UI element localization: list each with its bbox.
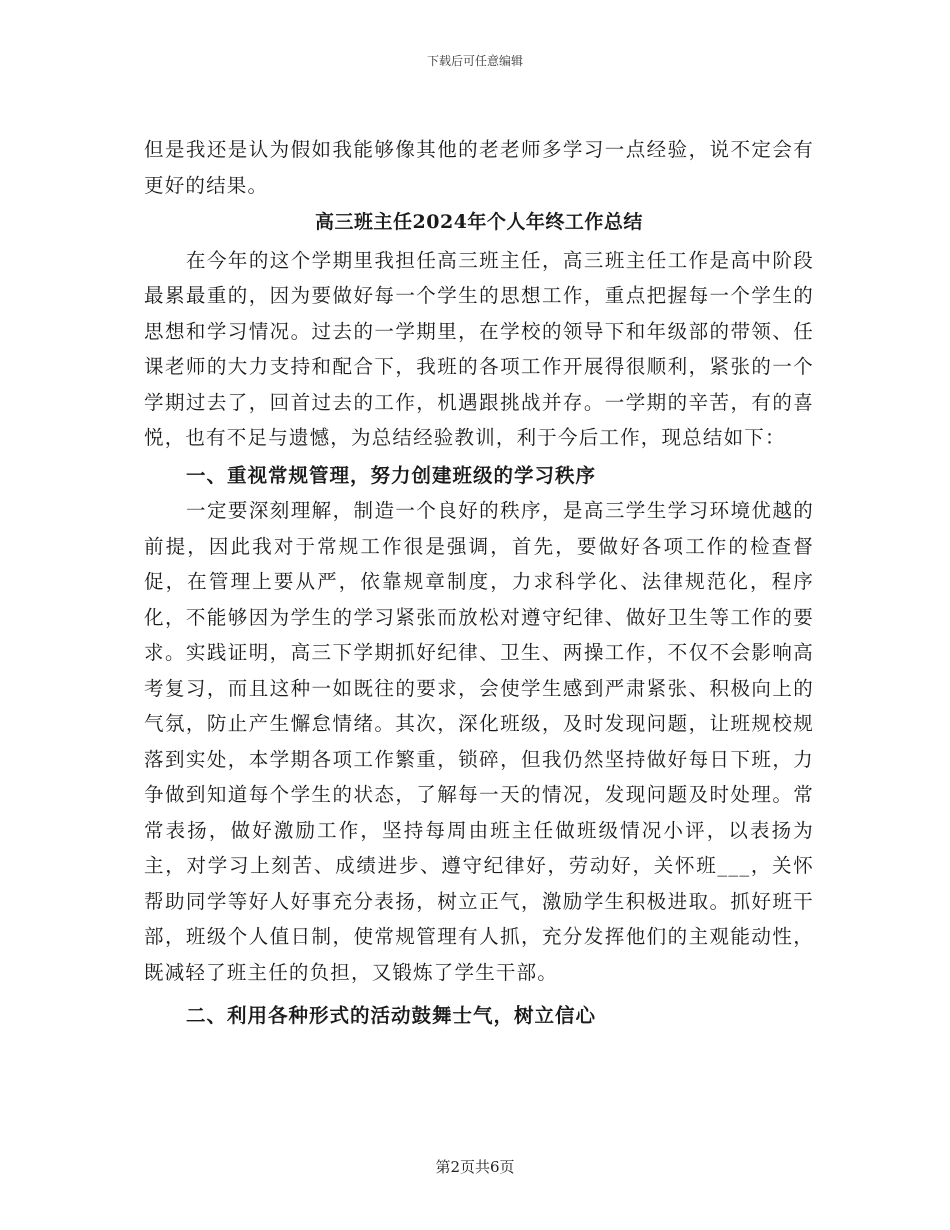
document-body — [144, 132, 814, 1034]
page-header: 下载后可任意编辑 — [426, 54, 523, 68]
paragraph-2: 一定要深刻理解，制造一个良好的秩序，是高三学生学习环境优越的前提，因此我对于常规工作很是强调，首先，要做好各项工作的检查督促，在管理上要从严，依靠规章制度，力求科学化、法律规范化，程序化，不能够因为学生的学习紧张而放松对遵守纪律、做好卫生等工作的要求。实践证明，高三下学期抓好纪律、卫生、两操工作，不仅不会影响高考复习，而且这种一如既往的要求，会使学生感到严肃紧张、积极向上的气氛，防止产生懈怠情绪。其次，深化班级，及时发现问题，让班规校规落到实处，本学期各项工作繁重，锁碎，但我仍然坚持做好每日下班，力争做到知道每个学生的状态，了解每一天的情况，发现问题及时处理。常常表扬，做好激励工作，坚持每周由班主任做班级情况小评，以表扬为主，对学习上刻苦、成绩进步、遵守纪律好，劳动好，关怀班___，关怀帮助同学等好人好事充分表扬，树立正气，激励学生积极进取。抓好班干部，班级个人值日制，使常规管理有人抓，充分发挥他们的主观能动性，既减轻了班主任的负担，又锻炼了学生干部。 — [144, 499, 814, 984]
section-heading-1: 一、重视常规管理，努力创建班级的学习秩序 — [186, 463, 597, 487]
section-heading-2: 二、利用各种形式的活动鼓舞士气，树立信心 — [186, 1004, 597, 1027]
document-title: 高三班主任2024年个人年终工作总结 — [315, 211, 643, 233]
page-footer: 第2页共6页 — [435, 1158, 515, 1176]
paragraph-1: 在今年的这个学期里我担任高三班主任，高三班主任工作是高中阶段最累最重的，因为要做好每一个学生的思想工作，重点把握每一个学生的思想和学习情况。过去的一学期里，在学校的领导下和年级部的带领、任课老师的大力支持和配合下，我班的各项工作开展得很顺利，紧张的一个学期过去了，回首过去的工作，机遇跟挑战并存。一学期的辛苦，有的喜悦，也有不足与遗憾，为总结经验教训，利于今后工作，现总结如下： — [144, 248, 814, 449]
intro-paragraph: 但是我还是认为假如我能够像其他的老老师多学习一点经验，说不定会有更好的结果。 — [144, 138, 814, 197]
